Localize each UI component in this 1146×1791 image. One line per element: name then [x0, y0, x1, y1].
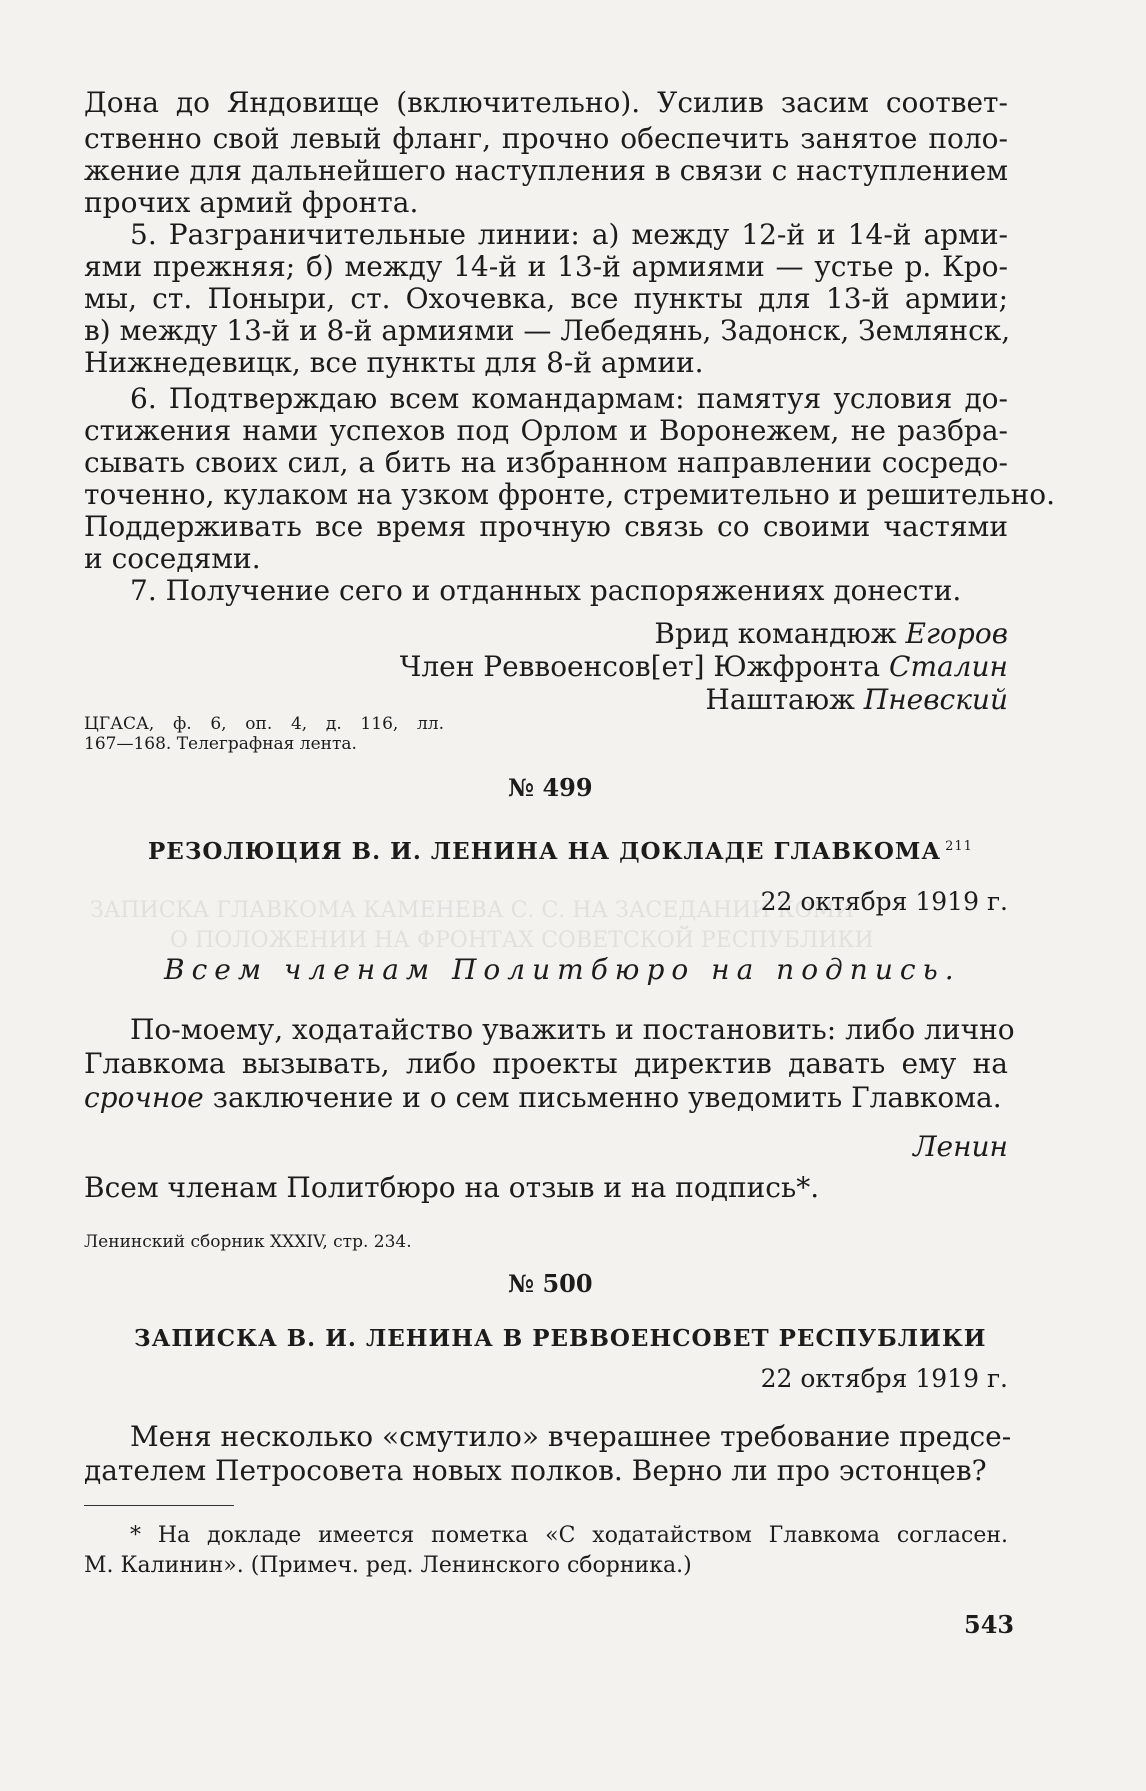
paragraph-line: и соседями.	[84, 542, 261, 575]
signature-line	[84, 617, 1008, 650]
paragraph-line: 7. Получение сего и отданных распоряжениях донести.	[130, 574, 962, 607]
signature-role: Наштаюж	[705, 683, 864, 716]
emphasized-word: срочное	[84, 1081, 204, 1114]
signature-role: Член Реввоенсов[ет] Южфронта	[399, 650, 890, 683]
signature-name: Пневский	[863, 683, 1008, 716]
archive-source: ЦГАСА, ф. 6, оп. 4, д. 116, лл.	[84, 714, 444, 734]
paragraph-line: ственно свой левый фланг, прочно обеспечить занятое поло-	[84, 122, 1008, 155]
bleed-through-line: ЗАПИСКА ГЛАВКОМА КАМЕНЕВА С. С. НА ЗАСЕДАНИИ КОМИ	[90, 898, 855, 923]
document-title: ЗАПИСКА В. И. ЛЕНИНА В РЕВВОЕНСОВЕТ РЕСПУБЛИКИ	[134, 1325, 987, 1352]
signature-line	[84, 683, 1008, 716]
paragraph-line: Дона до Яндовище (включительно). Усилив засим соответ-	[84, 86, 1008, 119]
paragraph-line: точенно, кулаком на узком фронте, стремительно и решительно.	[84, 478, 1056, 511]
paragraph-line: ями прежняя; б) между 14-й и 13-й армиями — устье р. Кро-	[84, 250, 1008, 283]
postscript: Всем членам Политбюро на отзыв и на подпись*.	[84, 1171, 820, 1204]
paragraph-line: 5. Разграничительные линии: а) между 12-й и 14-й арми-	[130, 218, 1008, 251]
signature-line	[84, 650, 1008, 683]
archive-source: Ленинский сборник XXXIV, стр. 234.	[84, 1232, 412, 1252]
signature-name: Сталин	[889, 650, 1008, 683]
signature-name: Ленин	[913, 1130, 1008, 1163]
paragraph-line: Главкома вызывать, либо проекты директив давать ему на	[84, 1047, 1008, 1080]
footnote-line: М. Калинин». (Примеч. ред. Ленинского сборника.)	[84, 1553, 692, 1578]
paragraph-line: По-моему, ходатайство уважить и постановить: либо лично	[130, 1013, 1015, 1046]
footnote-line: * На докладе имеется пометка «С ходатайством Главкома согласен.	[130, 1523, 1008, 1548]
resolution-address: Всем членам Политбюро на подпись.	[164, 953, 961, 986]
paragraph-line: Поддерживать все время прочную связь со своими частями	[84, 510, 1008, 543]
document-number: № 499	[508, 773, 593, 802]
paragraph-line: 6. Подтверждаю всем командармам: памятуя условия до-	[130, 382, 1008, 415]
paragraph-line: мы, ст. Поныри, ст. Охочевка, все пункты для 13-й армии;	[84, 282, 1008, 315]
paragraph-line: Меня несколько «смутило» вчерашнее требование предсе-	[130, 1420, 1012, 1453]
document-date: 22 октября 1919 г.	[760, 887, 1008, 916]
paragraph-line: жение для дальнейшего наступления в связи с наступлением	[84, 154, 1008, 187]
bleed-through-line: О ПОЛОЖЕНИИ НА ФРОНТАХ СОВЕТСКОЙ РЕСПУБЛИКИ	[170, 928, 874, 953]
paragraph-line: стижения нами успехов под Орлом и Воронежем, не разбра-	[84, 414, 1008, 447]
signature-name: Егоров	[905, 617, 1008, 650]
paragraph-text: заключение и о сем письменно уведомить Главкома.	[203, 1081, 1002, 1114]
page-number: 543	[964, 1610, 1015, 1639]
document-number: № 500	[508, 1269, 593, 1298]
document-date: 22 октября 1919 г.	[760, 1364, 1008, 1393]
archive-source: 167—168. Телеграфная лента.	[84, 734, 357, 754]
footnote-rule	[84, 1505, 234, 1506]
document-title-text: РЕЗОЛЮЦИЯ В. И. ЛЕНИНА НА ДОКЛАДЕ ГЛАВКОМА	[148, 838, 942, 865]
paragraph-line: дателем Петросовета новых полков. Верно ли про эстонцев?	[84, 1454, 987, 1487]
paragraph-line: сывать своих сил, а бить на избранном направлении сосредо-	[84, 446, 1008, 479]
paragraph-line	[84, 1081, 1008, 1114]
paragraph-line: в) между 13-й и 8-й армиями — Лебедянь, Задонск, Землянск,	[84, 314, 1011, 347]
paragraph-line: прочих армий фронта.	[84, 186, 419, 219]
document-title	[148, 838, 973, 865]
signature-role: Врид командюж	[654, 617, 906, 650]
note-reference: 211	[945, 839, 973, 855]
paragraph-line: Нижнедевицк, все пункты для 8-й армии.	[84, 346, 704, 379]
